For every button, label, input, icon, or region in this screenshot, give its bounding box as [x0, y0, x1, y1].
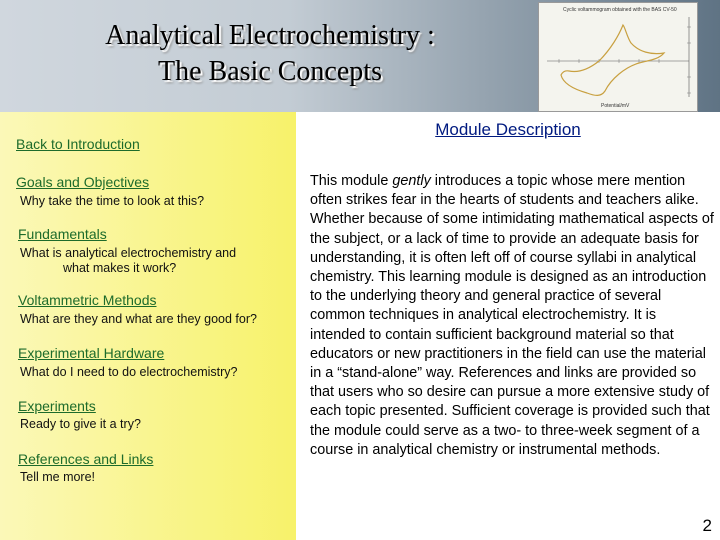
module-description-title: Module Description: [435, 120, 581, 139]
navigation-panel: [0, 112, 296, 540]
experimental-hardware-link[interactable]: Experimental Hardware: [18, 345, 165, 361]
goals-objectives-link[interactable]: Goals and Objectives: [16, 174, 150, 190]
title-line-1: Analytical Electrochemistry :: [105, 20, 435, 51]
voltammogram-caption: Cyclic voltammogram obtained with the BAS CV-50: [563, 7, 677, 13]
voltammogram-image: [538, 2, 698, 112]
page-number: 2: [702, 516, 712, 535]
back-to-introduction-link[interactable]: Back to Introduction: [16, 136, 140, 152]
page-title: [40, 18, 500, 90]
voltammogram-ticks: [559, 27, 691, 93]
voltammetric-methods-desc: What are they and what are they good for?: [20, 312, 257, 326]
voltammogram-plot: [539, 3, 697, 111]
fundamentals-desc-line-2: what makes it work?: [63, 261, 177, 275]
fundamentals-desc: [20, 246, 236, 276]
header-banner: [0, 0, 720, 112]
references-links-desc: Tell me more!: [20, 470, 96, 484]
references-links-link[interactable]: References and Links: [18, 451, 154, 467]
voltammogram-curve: [561, 25, 664, 95]
voltammetric-methods-link[interactable]: Voltammetric Methods: [18, 292, 157, 308]
title-line-2: The Basic Concepts: [158, 56, 382, 87]
module-text-emphasis: gently: [392, 173, 431, 189]
experiments-link[interactable]: Experiments: [18, 398, 96, 414]
voltammogram-xlabel: Potential/mV: [601, 103, 630, 109]
fundamentals-desc-line-1: What is analytical electrochemistry and: [20, 246, 237, 260]
module-description-panel: [296, 112, 720, 540]
goals-objectives-desc: Why take the time to look at this?: [20, 194, 205, 208]
module-text-start: This module: [310, 173, 393, 189]
experimental-hardware-desc: What do I need to do electrochemistry?: [20, 365, 238, 379]
fundamentals-link[interactable]: Fundamentals: [18, 226, 107, 242]
experiments-desc: Ready to give it a try?: [20, 417, 141, 431]
module-text-rest: introduces a topic whose mere mention often strikes fear in the hearts of students and teachers alike. Whether because of some intimidating mathematical aspects of the subject, or a lack of time to provide an adequate basis for understanding, it is often left off of course syllabi in analytical chemistry. This learning module is designed as an introduction to the underlying theory and general practice of several common techniques in analytical electrochemistry. It is intended to contain sufficient background material so that educators or new practitioners in the field can use the material in a “stand-alone” way. References and links are provided so that users who so desire can pursue a more extensive study of each topic presented. Sufficient coverage is provided such that the module could serve as a two- to three-week segment of a course in analytical chemistry or instrumental methods.: [310, 173, 714, 458]
module-description-text: [310, 172, 714, 460]
